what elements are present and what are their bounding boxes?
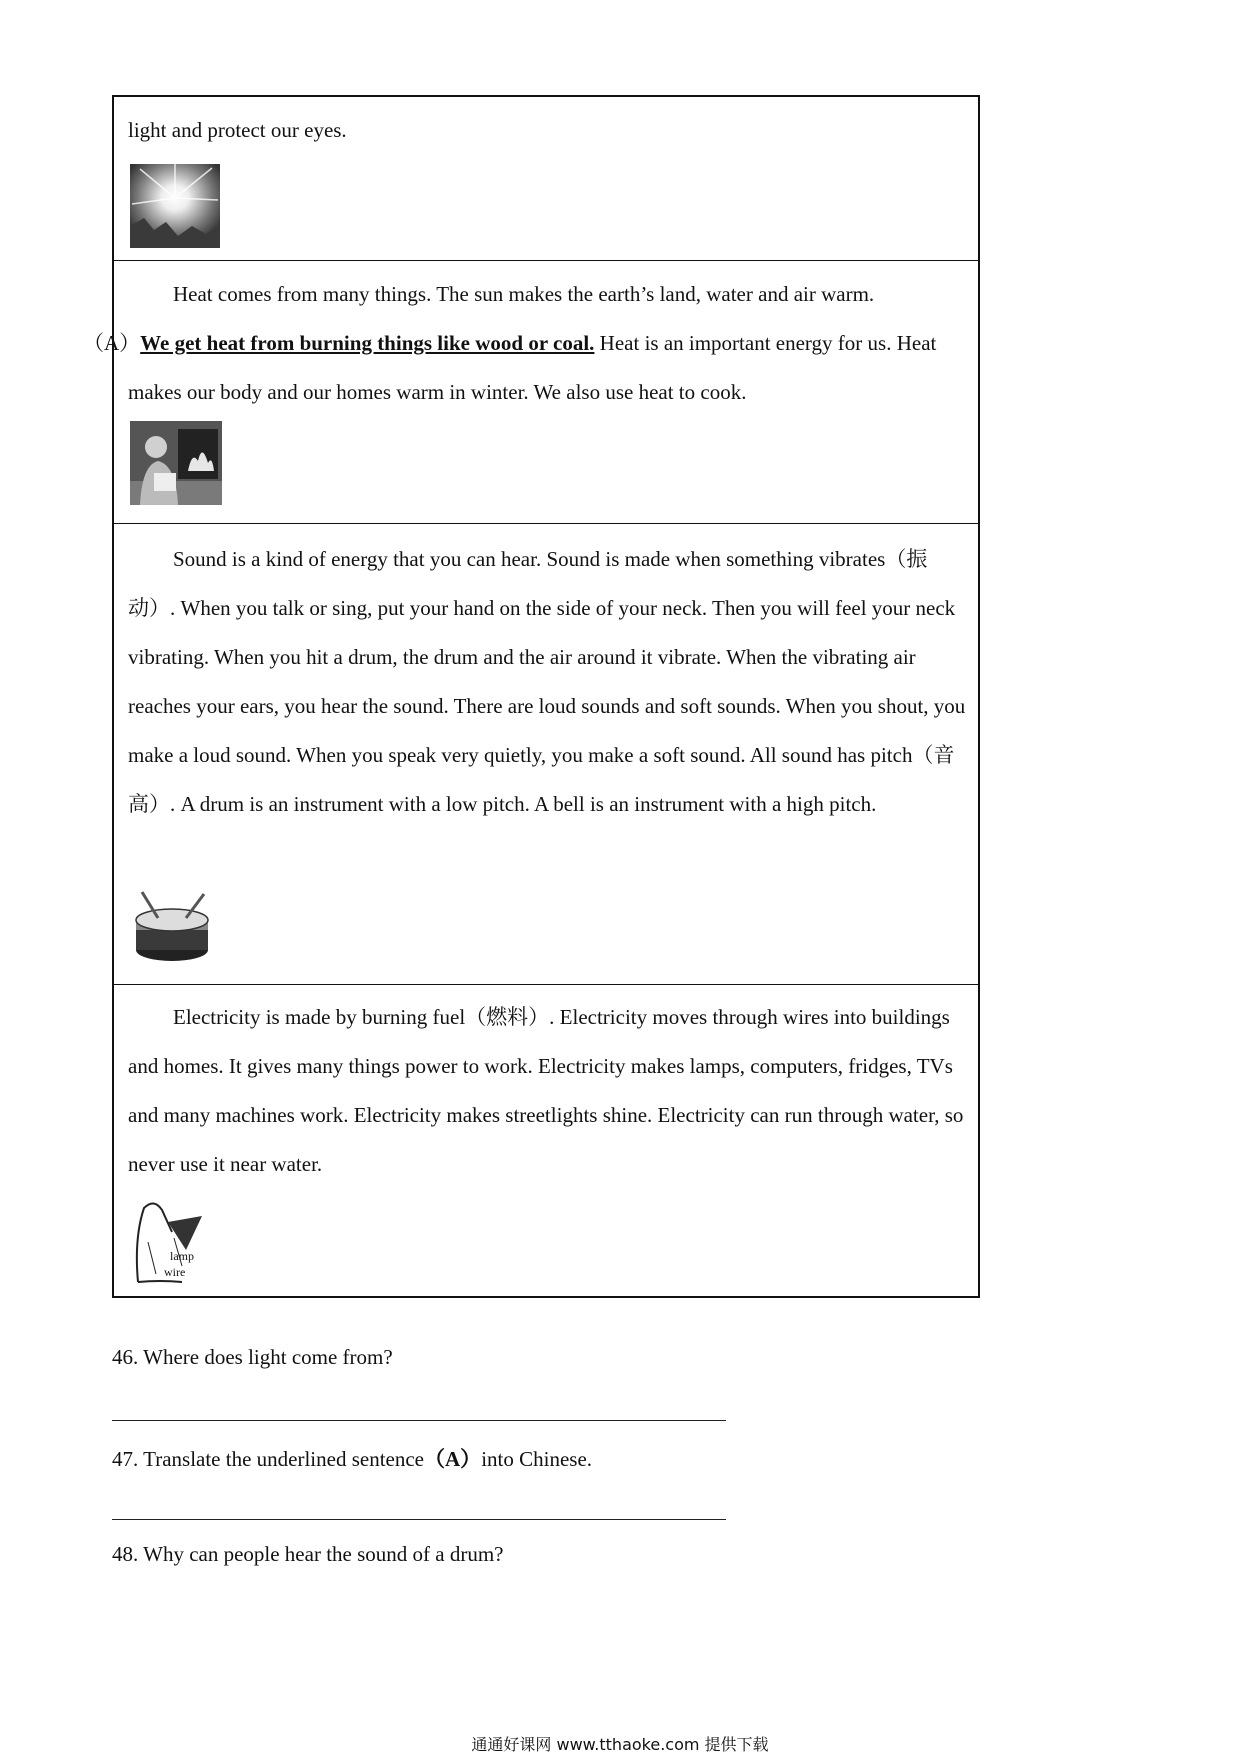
heat-cell [83,260,978,523]
question-46: 46. Where does light come from? [112,1345,393,1369]
heat-text-before: Heat comes from many things. The sun makes the earth’s land, water and air warm. [173,282,875,306]
sun-image [130,164,220,248]
drum-image [130,888,216,968]
fireplace-image [130,421,222,505]
question-47 [112,1443,592,1473]
light-text: light and protect our eyes. [128,118,347,142]
passage-table [83,95,980,1298]
heat-paragraph [83,270,968,417]
answer-line-47[interactable] [112,1519,726,1520]
sound-paragraph: Sound is a kind of energy that you can hear. Sound is made when something vibrates（振动）. When you talk or sing, put your hand on the side of your neck. Then you will feel your neck vibrating. When you hit a drum, the drum and the air around it vibrate. When the vibrating air reaches your ears, you hear the sound. There are loud sounds and soft sounds. When you shout, you make a loud sound. When you speak very quietly, you make a soft sound. All sound has pitch（音高）. A drum is an instrument with a low pitch. A bell is an instrument with a high pitch. [128,547,966,816]
question-47-after: into Chinese. [481,1447,593,1471]
heat-marker: （A） [83,331,141,355]
question-47-marker: （A） [424,1447,482,1471]
sound-cell [114,523,978,984]
electricity-cell [114,984,978,1296]
electricity-paragraph: Electricity is made by burning fuel（燃料）. Electricity moves through wires into buildings and homes. It gives many things power to work. Electricity makes lamps, computers, fridges, TVs and many machines work. Electricity makes streetlights shine. Electricity can run through water, so never use it near water. [128,1005,964,1176]
page-footer: 通通好课网 www.tthaoke.com 提供下载 [471,1735,769,1754]
lamp-label: lamp [170,1249,194,1263]
underlined-sentence-a: We get heat from burning things like wood or coal. [140,331,595,355]
question-47-before: 47. Translate the underlined sentence [112,1447,425,1471]
light-cell [114,97,978,260]
heat-text-after: Heat is an important energy for us. Heat makes our body and our homes warm in winter. We also use heat to cook. [128,331,937,404]
question-48: 48. Why can people hear the sound of a drum? [112,1542,504,1566]
answer-line-46[interactable] [112,1420,726,1421]
lamp-wire-image [130,1198,220,1288]
wire-label: wire [164,1265,186,1279]
